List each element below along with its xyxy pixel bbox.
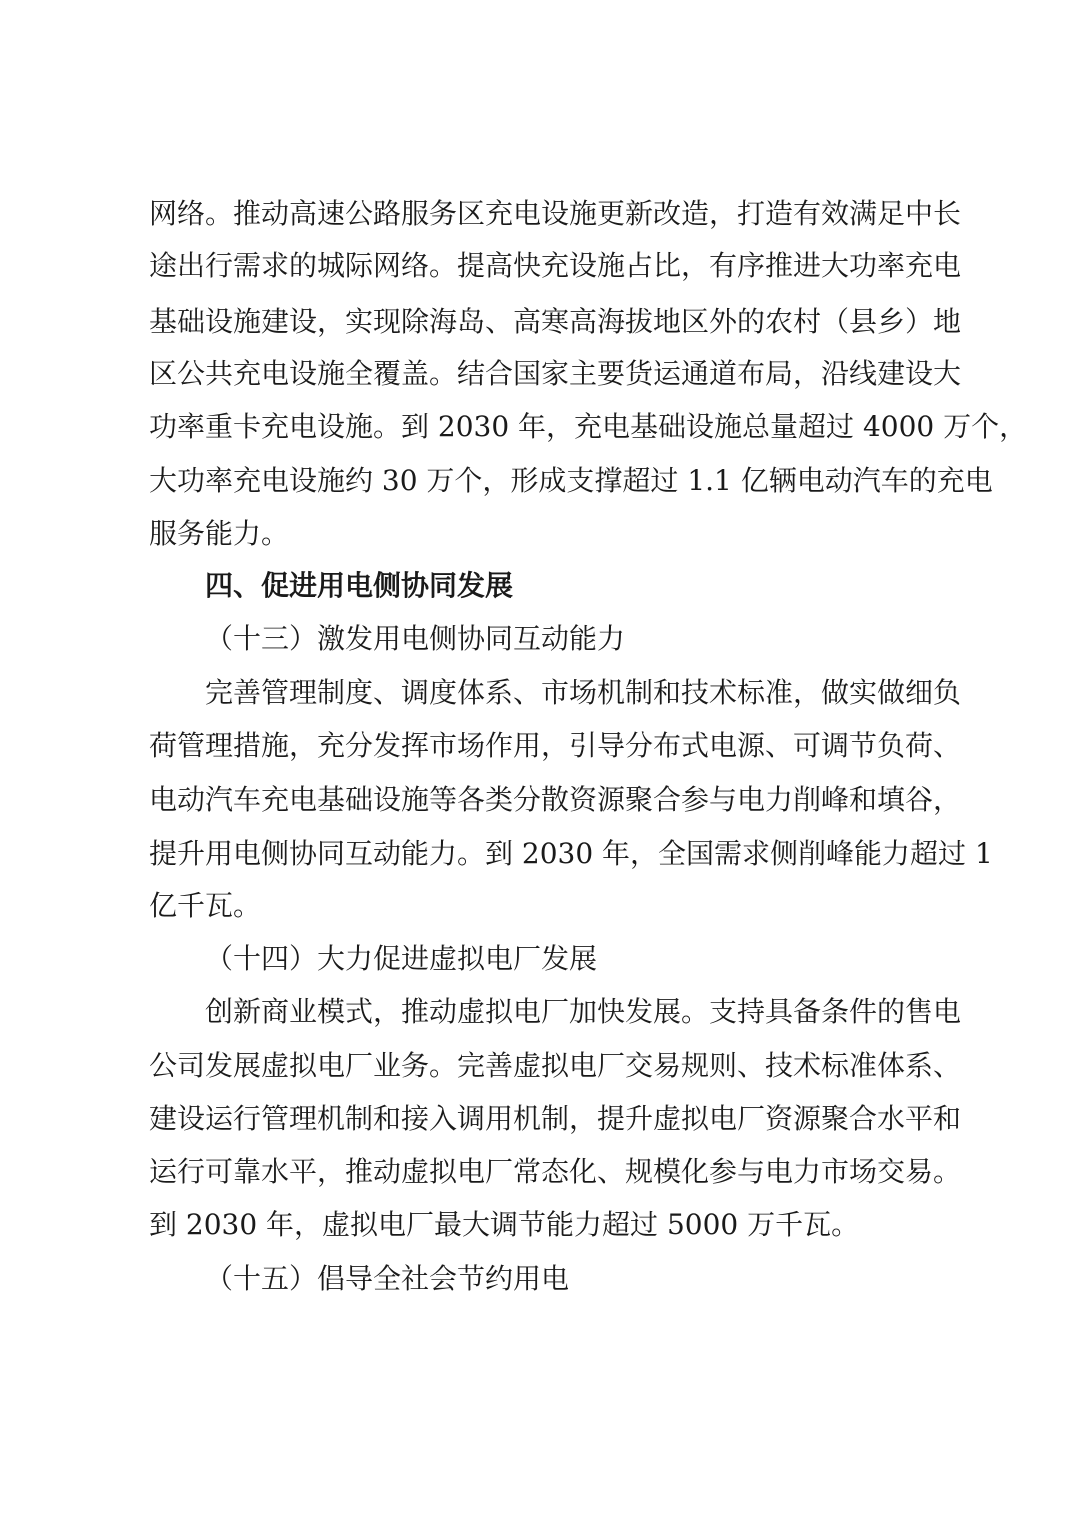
item-heading: （十四）大力促进虚拟电厂发展 <box>205 942 598 975</box>
paragraph-line: 提升用电侧协同互动能力。到 2030 年，全国需求侧削峰能力超过 1 <box>149 837 993 870</box>
paragraph-line: 大功率充电设施约 30 万个，形成支撑超过 1.1 亿辆电动汽车的充电 <box>149 464 993 497</box>
paragraph-line: 公司发展虚拟电厂业务。完善虚拟电厂交易规则、技术标准体系、 <box>149 1049 962 1082</box>
paragraph-line: 到 2030 年，虚拟电厂最大调节能力超过 5000 万千瓦。 <box>149 1208 860 1241</box>
paragraph-line: 运行可靠水平，推动虚拟电厂常态化、规模化参与电力市场交易。 <box>149 1155 962 1188</box>
paragraph-line: 途出行需求的城际网络。提高快充设施占比，有序推进大功率充电 <box>149 249 962 282</box>
paragraph-line: 荷管理措施，充分发挥市场作用，引导分布式电源、可调节负荷、 <box>149 729 962 762</box>
paragraph-line: 创新商业模式，推动虚拟电厂加快发展。支持具备条件的售电 <box>205 995 962 1028</box>
paragraph-line: 完善管理制度、调度体系、市场机制和技术标准，做实做细负 <box>205 676 962 709</box>
paragraph-line: 区公共充电设施全覆盖。结合国家主要货运通道布局，沿线建设大 <box>149 357 962 390</box>
paragraph-line: 功率重卡充电设施。到 2030 年，充电基础设施总量超过 4000 万个， <box>149 410 1028 443</box>
item-heading: （十三）激发用电侧协同互动能力 <box>205 622 626 655</box>
paragraph-line: 网络。推动高速公路服务区充电设施更新改造，打造有效满足中长 <box>149 197 962 230</box>
item-heading: （十五）倡导全社会节约用电 <box>205 1262 570 1295</box>
paragraph-line: 亿千瓦。 <box>149 889 262 922</box>
paragraph-line: 服务能力。 <box>149 517 290 550</box>
section-heading: 四、促进用电侧协同发展 <box>205 569 514 602</box>
paragraph-line: 建设运行管理机制和接入调用机制，提升虚拟电厂资源聚合水平和 <box>149 1102 962 1135</box>
paragraph-line: 基础设施建设，实现除海岛、高寒高海拔地区外的农村（县乡）地 <box>149 305 962 338</box>
paragraph-line: 电动汽车充电基础设施等各类分散资源聚合参与电力削峰和填谷， <box>149 783 962 816</box>
